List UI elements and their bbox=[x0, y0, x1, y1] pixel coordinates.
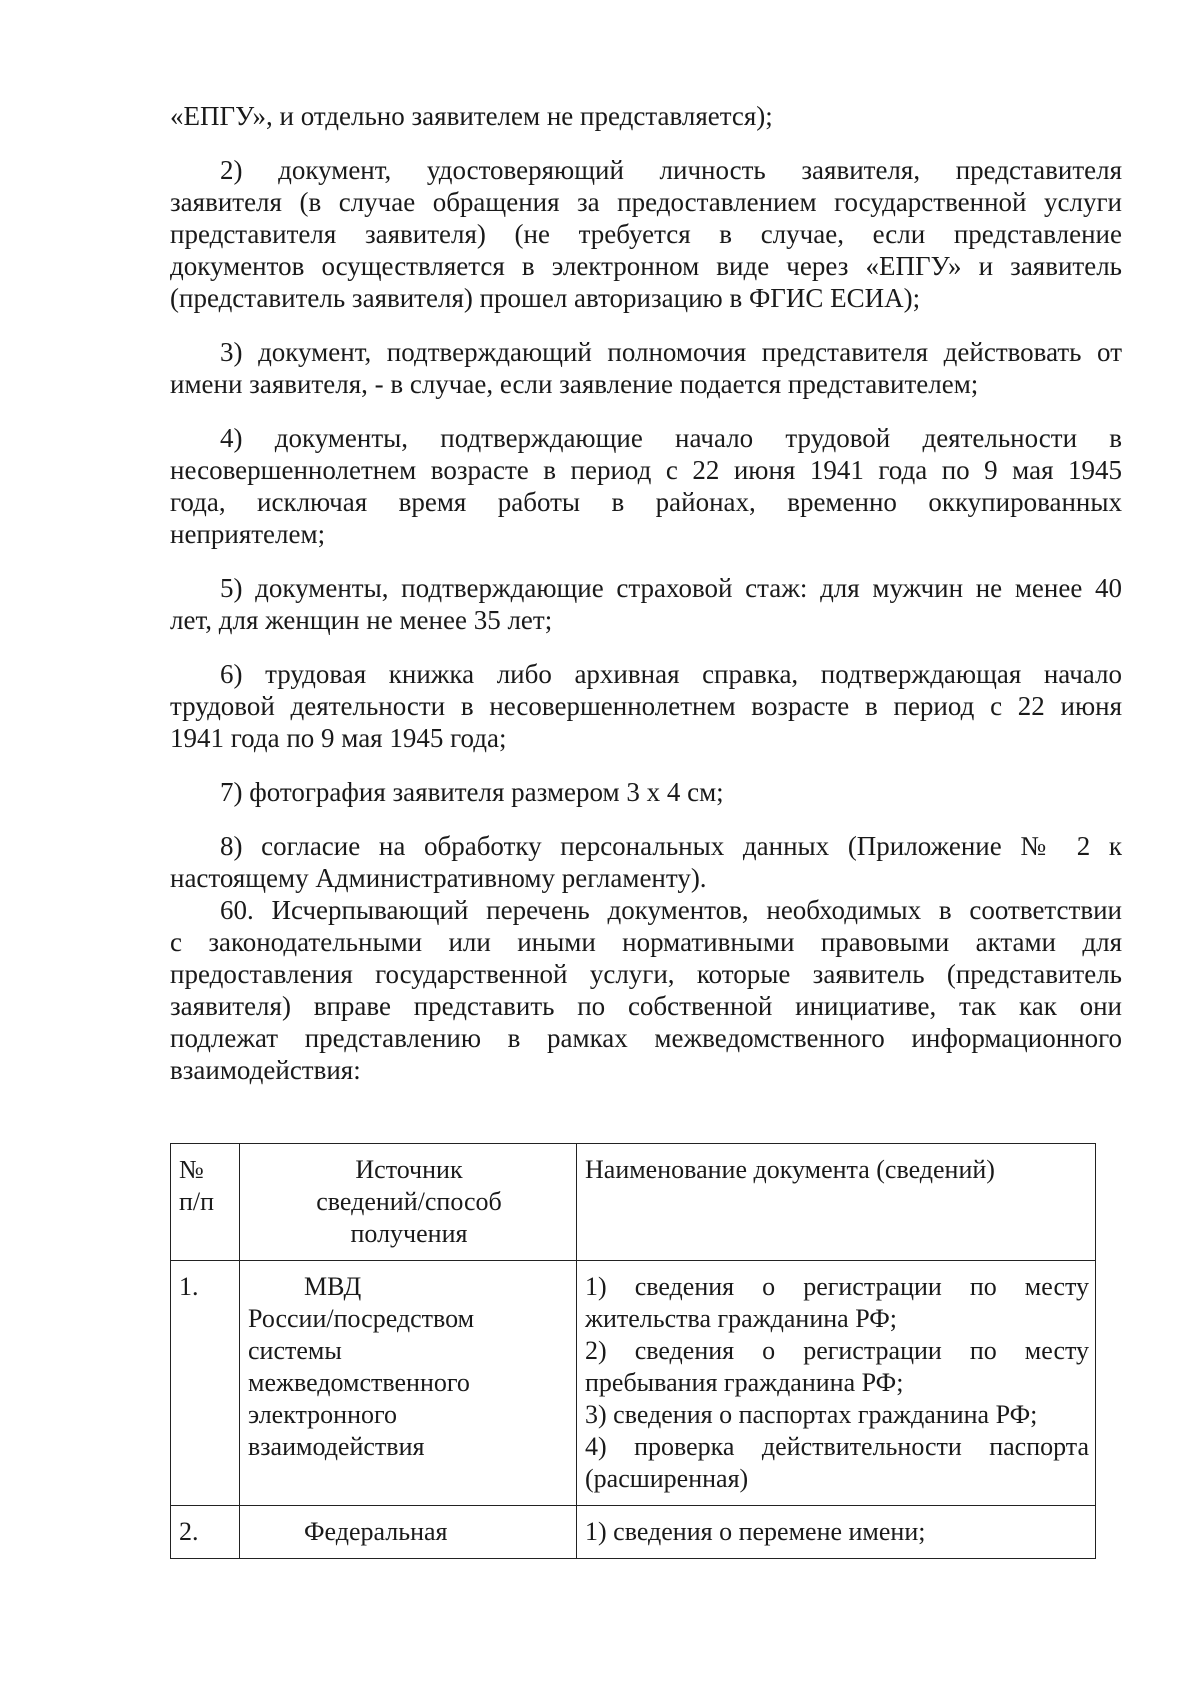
text-line: лет, для женщин не менее 35 лет; bbox=[170, 605, 553, 635]
row-document: 1) сведения о перемене имени; bbox=[577, 1506, 1096, 1559]
paragraph-item-6 bbox=[170, 658, 1122, 754]
text-line: 60. Исчерпывающий перечень документов, необходимых в соответствии bbox=[220, 895, 1122, 925]
paragraph-item-4 bbox=[170, 422, 1122, 550]
text-line: неприятелем; bbox=[170, 519, 326, 549]
text-line: предоставления государственной услуги, которые заявитель (представитель bbox=[170, 959, 1122, 989]
text-line: 3) документ, подтверждающий полномочия представителя действовать от bbox=[220, 337, 1122, 367]
text-line: несовершеннолетнем возрасте в период с 22 июня 1941 года по 9 мая 1945 bbox=[170, 455, 1122, 485]
text-line: 1941 года по 9 мая 1945 года; bbox=[170, 723, 507, 753]
row-document: 1) сведения о регистрации по месту жительства гражданина РФ; 2) сведения о регистрации по месту пребывания гражданина РФ; 3) сведения о паспортах гражданина РФ; 4) проверка действительности паспорта (расширенная) bbox=[577, 1261, 1096, 1506]
text-line: 7) фотография заявителя размером 3 х 4 см; bbox=[220, 777, 724, 807]
document-body bbox=[170, 100, 1122, 1086]
text-line: с законодательными или иными нормативными правовыми актами для bbox=[170, 927, 1122, 957]
documents-table bbox=[170, 1143, 1096, 1559]
paragraph-item-2 bbox=[170, 154, 1122, 314]
text-line: настоящему Административному регламенту). bbox=[170, 863, 707, 893]
row-num: 1. bbox=[171, 1261, 240, 1506]
paragraph-item-3 bbox=[170, 336, 1122, 400]
paragraph-item-5 bbox=[170, 572, 1122, 636]
text-line: года, исключая время работы в районах, временно оккупированных bbox=[170, 487, 1122, 517]
header-source: Источник сведений/способ получения bbox=[240, 1144, 577, 1261]
header-document: Наименование документа (сведений) bbox=[577, 1144, 1096, 1261]
text-line: взаимодействия: bbox=[170, 1055, 361, 1085]
text-line: «ЕПГУ», и отдельно заявителем не представляется); bbox=[170, 101, 773, 131]
header-num: № п/п bbox=[171, 1144, 240, 1261]
text-line: 2) документ, удостоверяющий личность заявителя, представителя bbox=[220, 155, 1122, 185]
text-line: имени заявителя, - в случае, если заявление подается представителем; bbox=[170, 369, 979, 399]
paragraph-continuation bbox=[170, 100, 1122, 132]
paragraph-60 bbox=[170, 894, 1122, 1086]
text-line: заявителя) вправе представить по собственной инициативе, так как они bbox=[170, 991, 1122, 1021]
table-row bbox=[171, 1506, 1096, 1559]
table-header-row bbox=[171, 1144, 1096, 1261]
text-line: 4) документы, подтверждающие начало трудовой деятельности в bbox=[220, 423, 1122, 453]
row-source: Федеральная bbox=[240, 1506, 577, 1559]
row-num: 2. bbox=[171, 1506, 240, 1559]
text-line: заявителя (в случае обращения за предоставлением государственной услуги bbox=[170, 187, 1122, 217]
text-line: 5) документы, подтверждающие страховой стаж: для мужчин не менее 40 bbox=[220, 573, 1122, 603]
row-source: МВД России/посредством системы межведомственного электронного взаимодействия bbox=[240, 1261, 577, 1506]
text-line: подлежат представлению в рамках межведомственного информационного bbox=[170, 1023, 1122, 1053]
text-line: 6) трудовая книжка либо архивная справка, подтверждающая начало bbox=[220, 659, 1122, 689]
text-line: представителя заявителя) (не требуется в случае, если представление bbox=[170, 219, 1122, 249]
text-line: (представитель заявителя) прошел авторизацию в ФГИС ЕСИА); bbox=[170, 283, 921, 313]
paragraph-item-8 bbox=[170, 830, 1122, 894]
text-line: документов осуществляется в электронном виде через «ЕПГУ» и заявитель bbox=[170, 251, 1122, 281]
table-row bbox=[171, 1261, 1096, 1506]
paragraph-item-7 bbox=[170, 776, 1122, 808]
text-line: 8) согласие на обработку персональных данных (Приложение № 2 к bbox=[220, 831, 1122, 861]
text-line: трудовой деятельности в несовершеннолетнем возрасте в период с 22 июня bbox=[170, 691, 1122, 721]
